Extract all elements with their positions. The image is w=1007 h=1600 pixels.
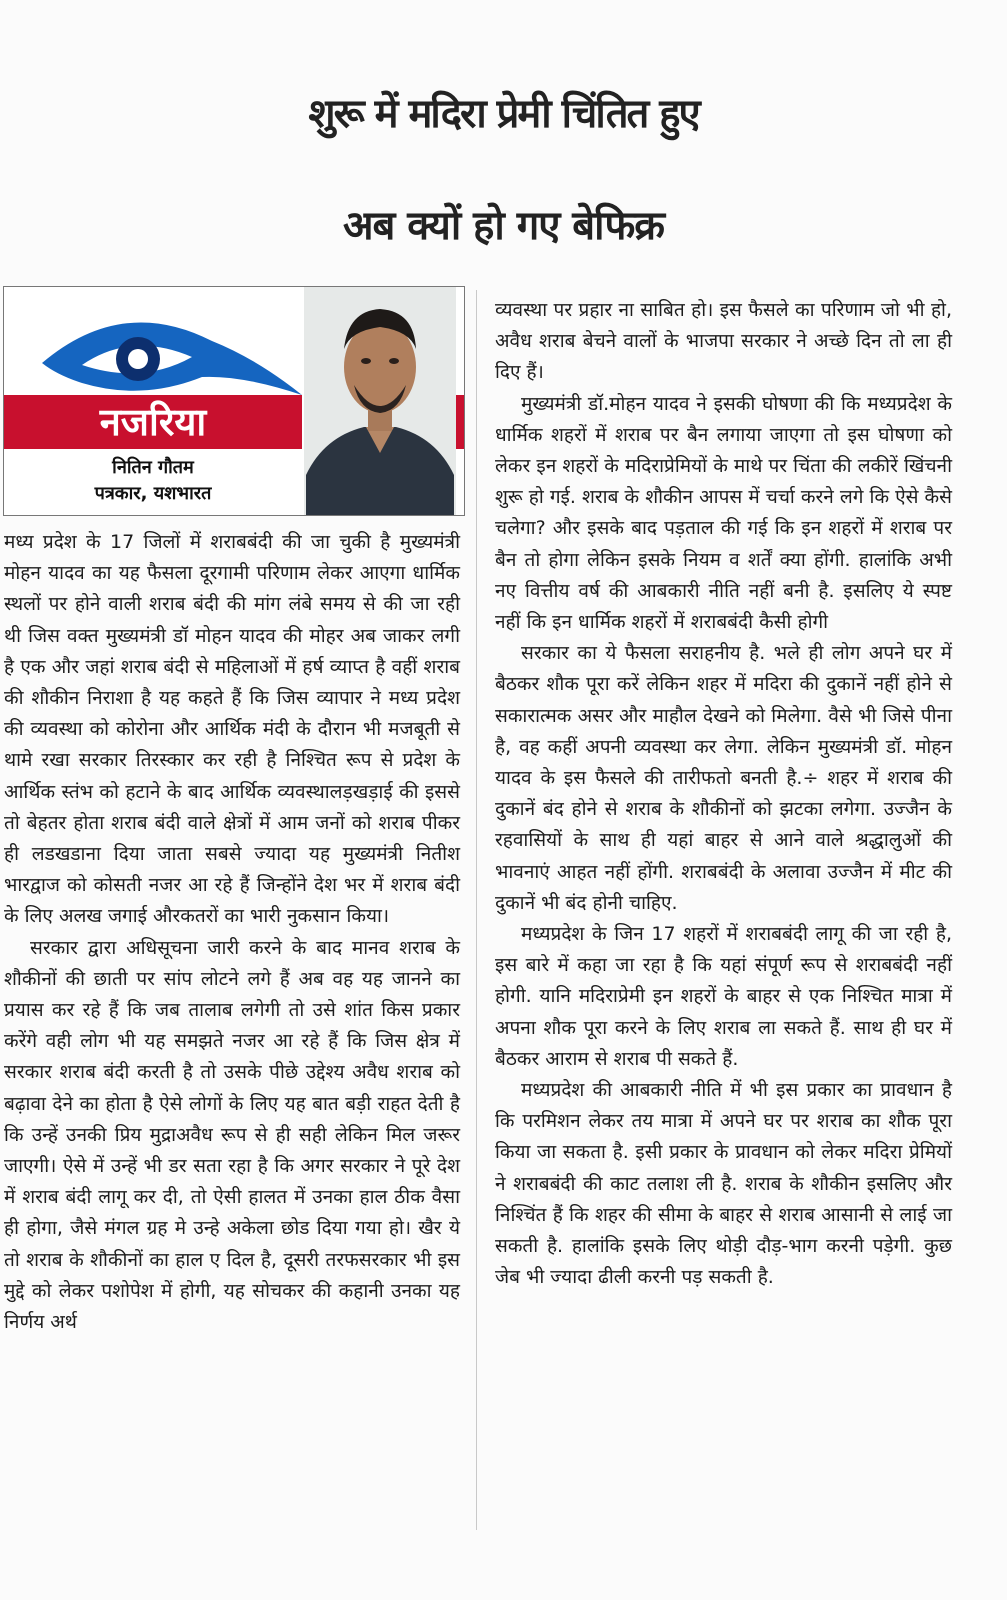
paragraph: मुख्यमंत्री डॉ.मोहन यादव ने इसकी घोषणा की कि मध्यप्रदेश के धार्मिक शहरों में शराब पर बैन लगाया जाएगा तो इस घोषणा को लेकर इन शहरों के मदिराप्रेमियों के माथे पर चिंता की लकीरें खिंचनी शुरू हो गई. शराब के शौकीन आपस में चर्चा करने लगे कि ऐसे कैसे चलेगा? और इसके बाद पड़ताल की गई कि इन शहरों में शराब पर बैन तो होगा लेकिन इसके नियम व शर्तें क्या होंगी. हालांकि अभी नए वित्तीय वर्ष की आबकारी नीति नहीं बनी है. इसलिए ये स्पष्ट नहीं कि इन धार्मिक शहरों में शराबबंदी कैसी होगी xyxy=(495,392,952,634)
author-designation: पत्रकार, यशभारत xyxy=(94,483,212,504)
paragraph: व्यवस्था पर प्रहार ना साबित हो। इस फैसले का परिणाम जो भी हो, अवैध शराब बेचने वालों के भाजपा सरकार ने अच्छे दिन तो ला ही दिए हैं। xyxy=(495,299,952,384)
column-divider xyxy=(476,290,477,1530)
paragraph: मध्यप्रदेश के जिन 17 शहरों में शराबबंदी लागू की जा रही है, इस बारे में कहा जा रहा है कि यहां संपूर्ण रूप से शराबबंदी नहीं होगी. यानि मदिराप्रेमी इन शहरों के बाहर से एक निश्चित मात्रा में अपना शौक पूरा करने के लिए शराब ला सकते हैं. साथ ही घर में बैठकर आराम से शराब पी सकते हैं. xyxy=(495,923,952,1070)
article-left-column xyxy=(4,527,460,1338)
paragraph: मध्यप्रदेश की आबकारी नीति में भी इस प्रकार का प्रावधान है कि परमिशन लेकर तय मात्रा में अपने घर पर शराब का शौक पूरा किया जा सकता है. इसी प्रकार के प्रावधान को लेकर मदिरा प्रेमियों ने शराबबंदी की काट तलाश ली है. शराब के शौकीन इसलिए और निश्चिंत हैं कि शहर की सीमा के बाहर से शराब आसानी से लाई जा सकती है. हालांकि इसके लिए थोड़ी दौड़-भाग करनी पड़ेगी. कुछ जेब भी ज्यादा ढीली करनी पड़ सकती है. xyxy=(495,1079,952,1289)
article-right-column xyxy=(495,295,952,1294)
eye-icon xyxy=(12,301,312,401)
column-box xyxy=(3,286,465,516)
paragraph: सरकार द्वारा अधिसूचना जारी करने के बाद मानव शराब के शौकीनों की छाती पर सांप लोटने लगे हैं अब वह यह जानने का प्रयास कर रहे हैं कि जब तालाब लगेगी तो उसे शांत किस प्रकार करेंगे वही लोग भी यह समझते नजर आ रहे हैं कि जिस क्षेत्र में सरकार शराब बंदी करती है तो उसके पीछे उद्देश्य अवैध शराब को बढ़ावा देने का होता है ऐसे लोगों के लिए यह बात बड़ी राहत देती है कि उन्हें उनकी प्रिय मुद्राअवैध रूप से ही सही लेकिन मिल जरूर जाएगी। ऐसे में उन्हें भी डर सता रहा है कि अगर सरकार ने पूरे देश में शराब बंदी लागू कर दी, तो ऐसी हालत में उनका हाल ठीक वैसा ही होगा, जैसे मंगल ग्रह मे उन्हे अकेला छोड दिया गया हो। खैर ये तो शराब के शौकीनों का हाल ए दिल है, दूसरी तरफसरकार भी इस मुद्दे को लेकर पशोपेश में होगी, यह सोचकर की कहानी उनका यह निर्णय अर्थ xyxy=(4,936,460,1334)
author-photo xyxy=(304,287,456,515)
column-tag: नजरिया xyxy=(99,400,207,444)
author-block xyxy=(4,455,302,507)
paragraph: सरकार का ये फैसला सराहनीय है. भले ही लोग अपने घर में बैठकर शौक पूरा करें लेकिन शहर में मदिरा की दुकानें नहीं होने से सकारात्मक असर और माहौल देखने को मिलेगा. वैसे भी जिसे पीना है, वह कहीं अपनी व्यवस्था कर लेगा. लेकिन मुख्यमंत्री डॉ. मोहन यादव के इस फैसले की तारीफतो बनती है.÷ शहर में शराब की दुकानें बंद होने से शराब के शौकीनों को झटका लगेगा. उज्जैन के रहवासियों के साथ ही यहां बाहर से आने वाले श्रद्धालुओं की भावनाएं आहत नहीं होंगी. शराबबंदी के अलावा उज्जैन में मीट की दुकानें भी बंद होनी चाहिए. xyxy=(495,642,952,914)
headline-line-1: शुरू में मदिरा प्रेमी चिंतित हुए xyxy=(308,91,699,137)
author-name: नितिन गौतम xyxy=(112,457,194,478)
paragraph: मध्य प्रदेश के 17 जिलों में शराबबंदी की जा चुकी है मुख्यमंत्री मोहन यादव का यह फैसला दूरगामी परिणाम लेकर आएगा धार्मिक स्थलों पर होने वाली शराब बंदी की मांग लंबे समय से की जा रही थी जिस वक्त मुख्यमंत्री डॉ मोहन यादव की मोहर अब जाकर लगी है एक और जहां शराब बंदी से महिलाओं में हर्ष व्याप्त है वहीं शराब की शौकीन निराशा है यह कहते हैं कि जिस व्यापार ने मध्य प्रदेश की व्यवस्था को कोरोना और आर्थिक मंदी के दौरान भी मजबूती से थामे रखा सरकार तिरस्कार कर रही है निश्चित रूप से प्रदेश के आर्थिक स्तंभ को हटाने के बाद आर्थिक व्यवस्थालड़खड़ाई की इससे तो बेहतर होता शराब बंदी वाले क्षेत्रों में आम जनों को शराब पीकर ही लडखडाना दिया जाता सबसे ज्यादा यह मुख्यमंत्री नितीश भारद्वाज को कोसती नजर आ रहे हैं जिन्होंने देश भर में शराब बंदी के लिए अलख जगाई औरकतरों का भारी नुकसान किया। xyxy=(4,531,460,928)
headline-line-2: अब क्यों हो गए बेफिक्र xyxy=(342,203,665,249)
headline xyxy=(0,58,1007,282)
